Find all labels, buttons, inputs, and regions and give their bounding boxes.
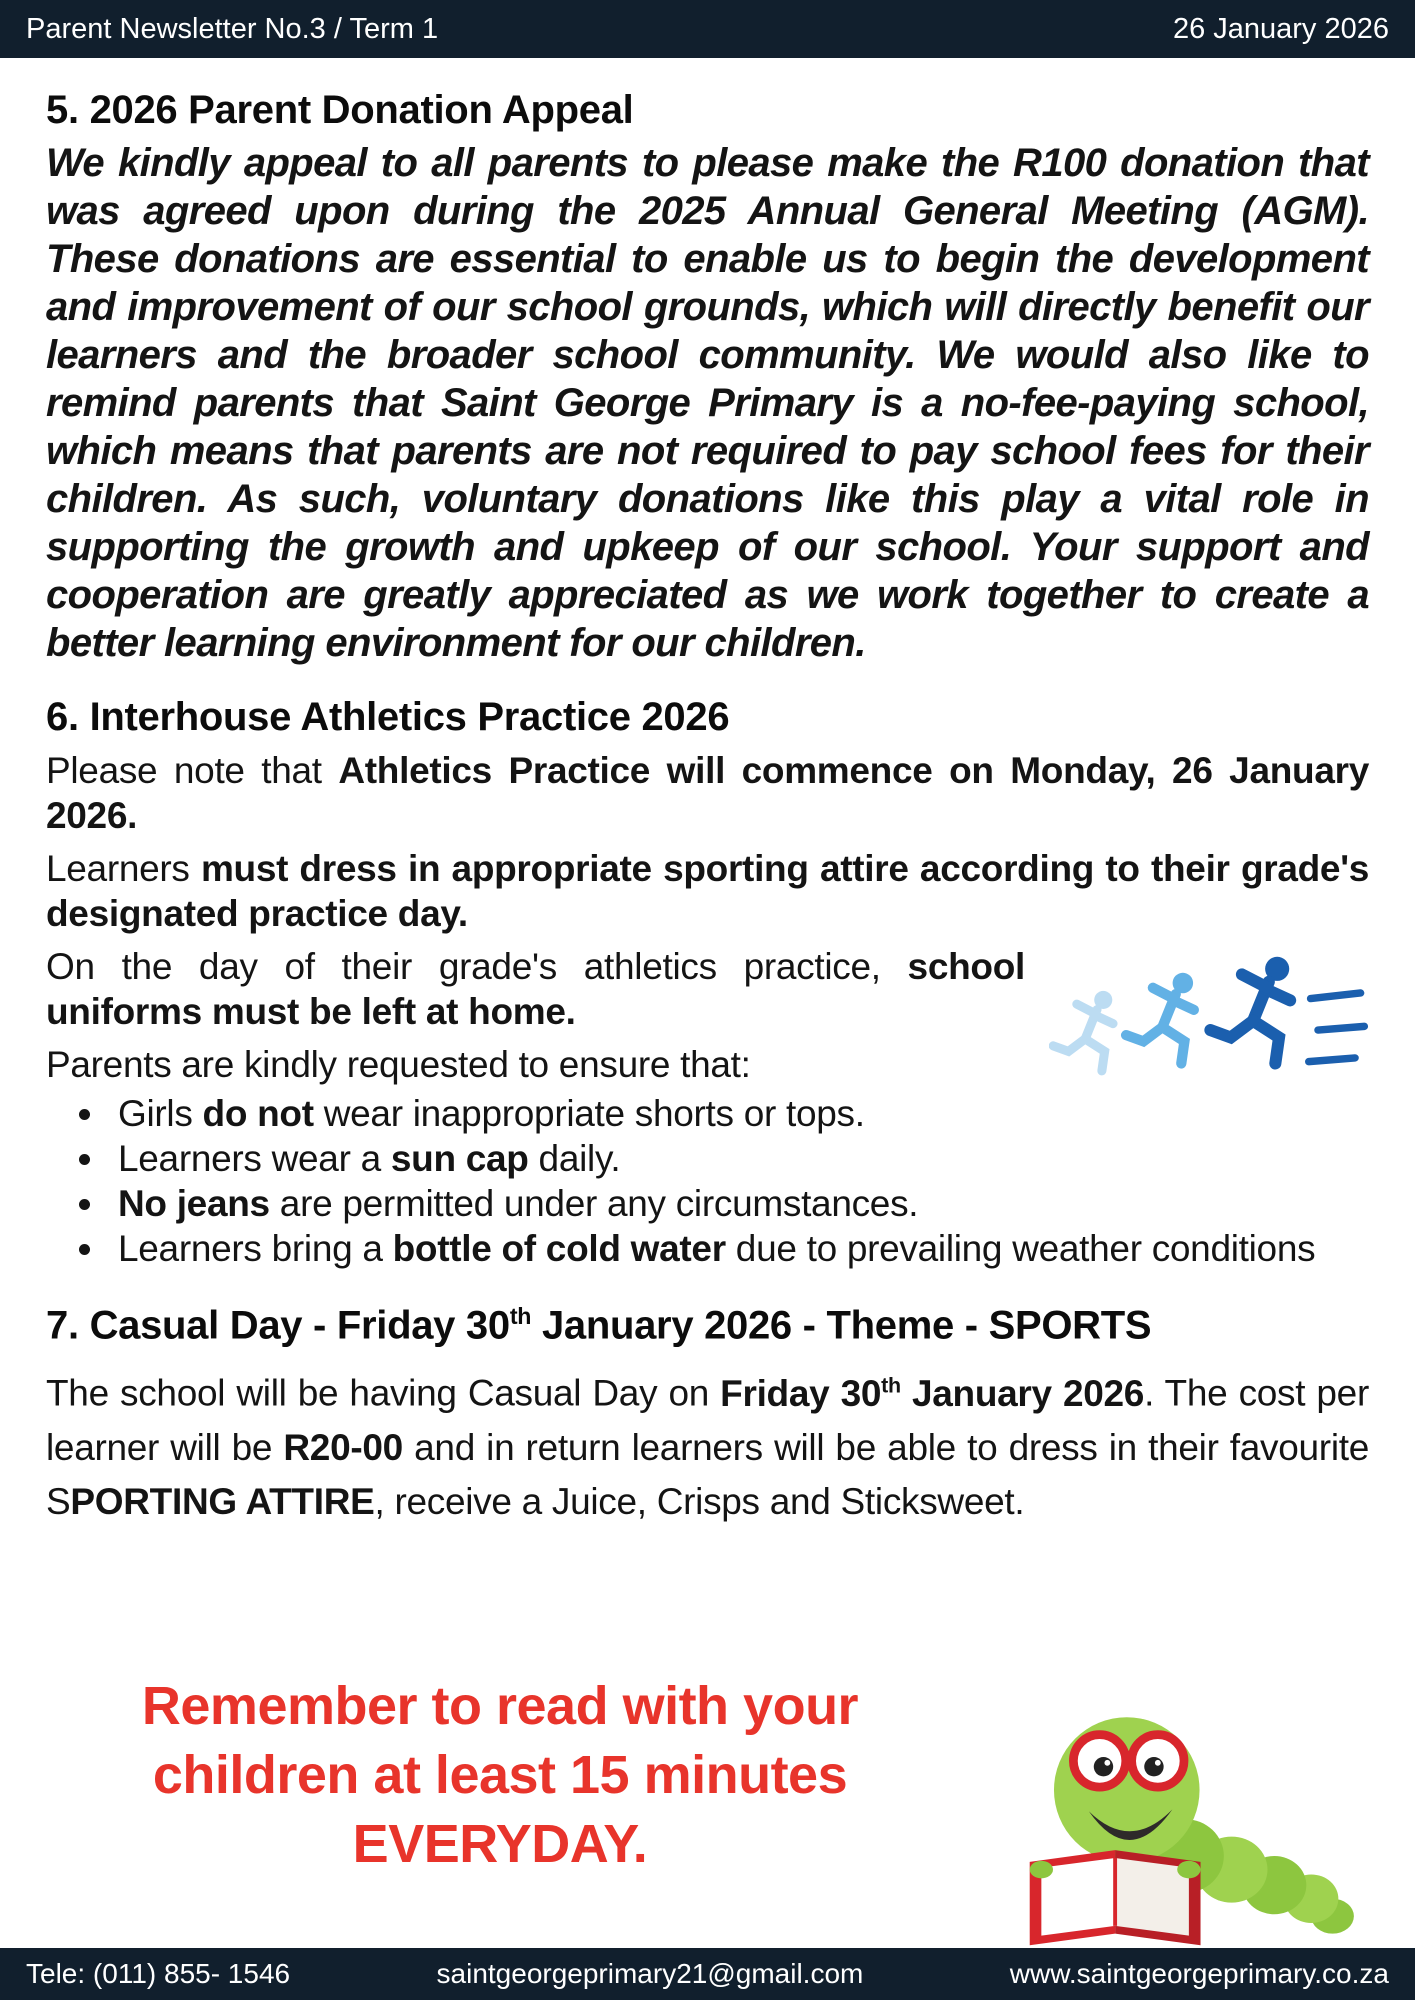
runners-illustration xyxy=(1049,940,1369,1135)
list-item xyxy=(108,1136,1369,1181)
reading-reminder xyxy=(115,1672,885,1879)
section7-title xyxy=(46,1303,1369,1348)
text-run: wear inappropriate shorts or tops. xyxy=(313,1093,865,1134)
header-bar xyxy=(0,0,1415,58)
text-run-bold: Friday 30th January 2026 xyxy=(720,1372,1145,1414)
text-run: Learners wear a xyxy=(118,1138,391,1179)
athletics-paragraph-1 xyxy=(46,748,1369,838)
section-athletics-practice xyxy=(46,695,1369,1271)
text-run-bold: do not xyxy=(202,1093,314,1134)
ordinal-superscript: th xyxy=(509,1303,532,1329)
text-run: January 2026 - Theme - SPORTS xyxy=(531,1303,1152,1348)
text-run-bold: PORTING ATTIRE xyxy=(70,1480,375,1522)
section5-title: 5. 2026 Parent Donation Appeal xyxy=(46,88,634,132)
text-run: due to prevailing weather conditions xyxy=(725,1228,1316,1269)
casual-day-paragraph xyxy=(46,1358,1369,1528)
newsletter-date: 26 January 2026 xyxy=(1172,12,1389,45)
footer-website: www.saintgeorgeprimary.co.za xyxy=(1009,1958,1389,1989)
text-run: daily. xyxy=(528,1138,621,1179)
text-run: Learners bring a xyxy=(118,1228,393,1269)
section6-title: 6. Interhouse Athletics Practice 2026 xyxy=(46,695,730,739)
text-run: On the day of their grade's athletics practice, xyxy=(46,946,908,987)
reminder-line-3: EVERYDAY. xyxy=(352,1814,648,1874)
ordinal-superscript: th xyxy=(881,1373,901,1398)
text-run: Learners xyxy=(46,848,201,889)
text-run-bold: No jeans xyxy=(118,1183,270,1224)
list-item xyxy=(108,1181,1369,1226)
footer-telephone: Tele: (011) 855- 1546 xyxy=(26,1958,291,1989)
athletics-paragraph-2 xyxy=(46,846,1369,936)
footer-email: saintgeorgeprimary21@gmail.com xyxy=(436,1958,864,1989)
reminder-line-2: children at least 15 minutes xyxy=(152,1745,848,1805)
text-run: are permitted under any circumstances. xyxy=(269,1183,919,1224)
section5-body: We kindly appeal to all parents to please make the R100 donation that was agreed upon during the 2025 Annual General Meeting (AGM). These donations are essential to enable us to begin the development and improvement of our school grounds, which will directly benefit our learners and the broader school community. We would also like to remind parents that Saint George Primary is a no-fee-paying school, which means that parents are not required to pay school fees for their children. As such, voluntary donations like this play a vital role in supporting the growth and upkeep of our school. Your support and cooperation are greatly appreciated as we work together to create a better learning environment for our children. xyxy=(46,141,1369,665)
reminder-line-1: Remember to read with your xyxy=(141,1676,859,1736)
text-run: , receive a Juice, Crisps and Sticksweet. xyxy=(374,1480,1025,1522)
athletics-paragraph-4: Parents are kindly requested to ensure that: xyxy=(46,1044,751,1085)
text-run-bold: school uniforms must be left at home. xyxy=(46,946,1025,1032)
text-run-bold: must dress in appropriate sporting attire according to their grade's designated practice day. xyxy=(46,848,1369,934)
list-item xyxy=(108,1226,1369,1271)
text-run: Girls xyxy=(118,1093,203,1134)
text-run: The school will be having Casual Day on xyxy=(46,1372,721,1414)
text-run: 7. Casual Day - Friday 30 xyxy=(46,1303,510,1348)
text-run-bold: sun cap xyxy=(390,1138,529,1179)
text-run-bold: R20-00 xyxy=(283,1426,403,1468)
newsletter-title: Parent Newsletter No.3 / Term 1 xyxy=(26,12,439,45)
section-casual-day xyxy=(46,1303,1369,1529)
text-run: Please note that xyxy=(46,750,339,791)
page-content xyxy=(0,58,1415,1529)
text-run-bold: bottle of cold water xyxy=(392,1228,726,1269)
runners-svg xyxy=(1049,940,1369,1135)
footer-bar xyxy=(0,1948,1415,2000)
text-run-bold: Athletics Practice will commence on Monday, 26 January 2026. xyxy=(46,750,1369,836)
section-donation-appeal xyxy=(46,88,1369,667)
text-run: . The cost per learner will be xyxy=(46,1372,1369,1468)
text-run: and in return learners will be able to dress in their favourite S xyxy=(46,1426,1370,1522)
bookworm-illustration xyxy=(985,1625,1385,1955)
bookworm-svg xyxy=(985,1625,1385,1955)
